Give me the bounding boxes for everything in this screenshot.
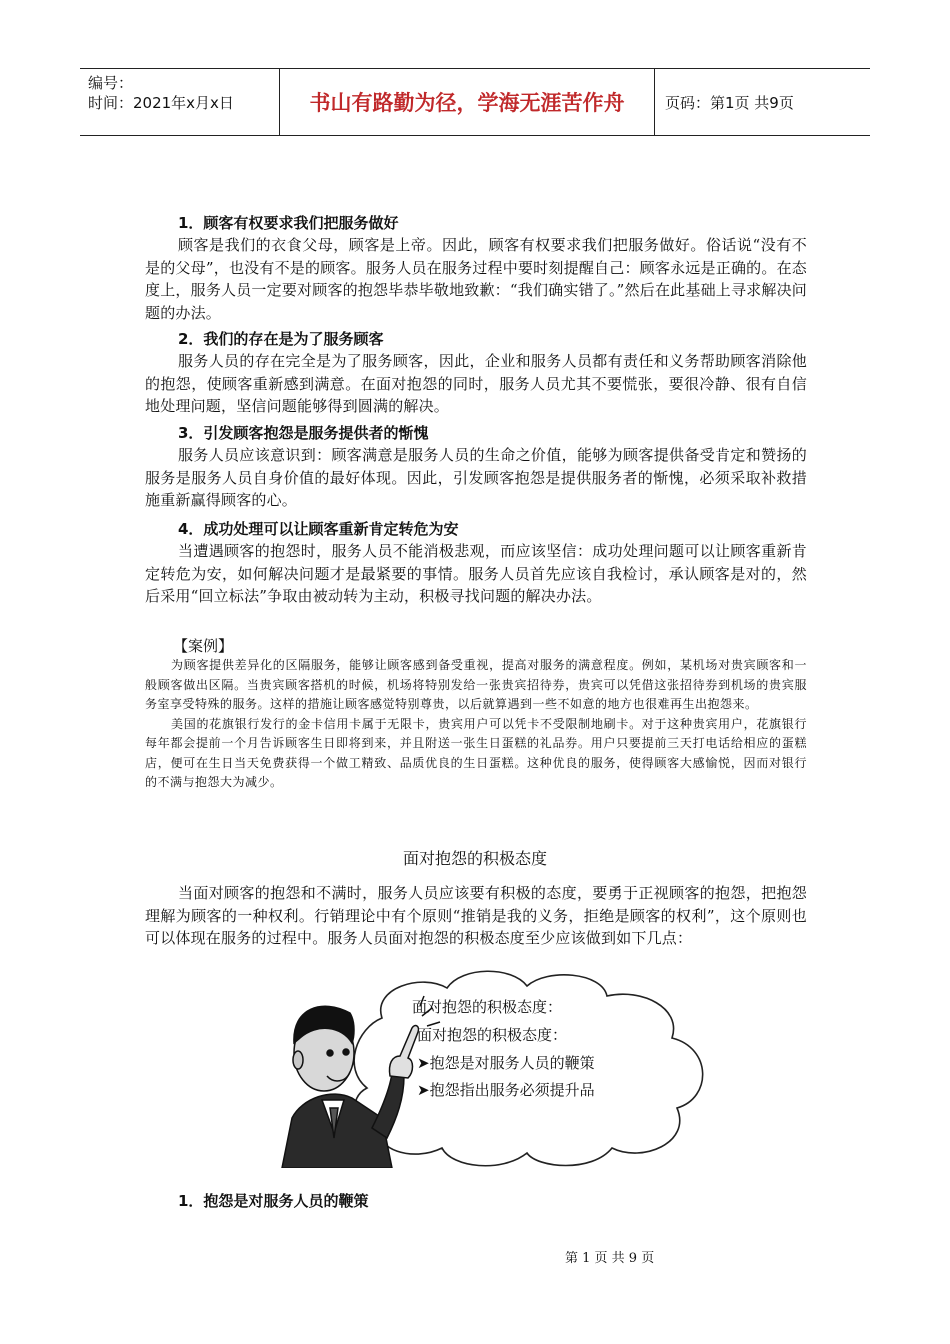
document-header <box>80 68 870 136</box>
time-label: 时间：2021年x月x日 <box>88 94 234 112</box>
section-heading: 1．顾客有权要求我们把服务做好 <box>178 214 399 232</box>
attitude-intro-block <box>145 882 807 950</box>
section-heading: 3．引发顾客抱怨是服务提供者的惭愧 <box>178 424 429 442</box>
section-heading: 2．我们的存在是为了服务顾客 <box>178 330 384 348</box>
section-body: 当遭遇顾客的抱怨时，服务人员不能消极悲观，而应该坚信：成功处理问题可以让顾客重新肯定转危为安，如何解决问题才是最紧要的事情。服务人员首先应该自我检讨，承认顾客是对的，然后采用“回立标法”争取由被动转为主动，积极寻找问题的解决办法。 <box>145 542 807 605</box>
header-meta <box>80 69 280 135</box>
cloud-subtitle: 面对抱怨的积极态度： <box>417 1026 568 1044</box>
cloud-item: ➤抱怨是对服务人员的鞭策 <box>417 1054 595 1072</box>
case-block <box>145 636 807 793</box>
case-paragraph: 为顾客提供差异化的区隔服务，能够让顾客感到备受重视，提高对服务的满意程度。例如，某机场对贵宾顾客和一般顾客做出区隔。当贵宾顾客搭机的时候，机场将特别发给一张贵宾招待券，贵宾可以凭借这张招待券到机场的贵宾服务室享受特殊的服务。这样的措施让顾客感觉特别尊贵，以后就算遇到一些不如意的地方也很难再生出抱怨来。 <box>145 658 807 711</box>
cloud-item: ➤抱怨指出服务必须提升品 <box>417 1081 595 1099</box>
number-label: 编号： <box>88 74 134 92</box>
header-motto: 书山有路勤为径，学海无涯苦作舟 <box>280 69 655 135</box>
section-3 <box>145 422 807 512</box>
cloud-illustration <box>272 968 720 1168</box>
section-body: 服务人员的存在完全是为了服务顾客，因此，企业和服务人员都有责任和义务帮助顾客消除他的抱怨，使顾客重新感到满意。在面对抱怨的同时，服务人员尤其不要慌张，要很冷静、很有自信地处理问题，坚信问题能够得到圆满的解决。 <box>145 352 807 415</box>
cartoon-figure <box>272 968 720 1168</box>
attitude-title: 面对抱怨的积极态度 <box>402 849 547 868</box>
section-body: 服务人员应该意识到：顾客满意是服务人员的生命之价值，能够为顾客提供备受肯定和赞扬的服务是服务人员自身价值的最好体现。因此，引发顾客抱怨是提供服务者的惭愧，必须采取补救措施重新赢得顾客的心。 <box>145 446 807 509</box>
section-4 <box>145 518 807 608</box>
cloud-title: 面对抱怨的积极态度： <box>412 998 563 1016</box>
last-section <box>145 1190 807 1212</box>
section-2 <box>145 328 807 418</box>
header-page-info: 页码：第1页 共9页 <box>665 93 794 112</box>
case-paragraph: 美国的花旗银行发行的金卡信用卡属于无限卡，贵宾用户可以凭卡不受限制地刷卡。对于这种贵宾用户，花旗银行每年都会提前一个月告诉顾客生日即将到来，并且附送一张生日蛋糕的礼品券。用户只要提前三天打电话给相应的蛋糕店，便可在生日当天免费获得一个做工精致、品质优良的生日蛋糕。这种优良的服务，使得顾客大感愉悦，因而对银行的不满与抱怨大为减少。 <box>145 716 807 789</box>
section-body: 顾客是我们的衣食父母，顾客是上帝。因此，顾客有权要求我们把服务做好。俗话说“没有不是的父母”，也没有不是的顾客。服务人员在服务过程中要时刻提醒自己：顾客永远是正确的。在态度上，服务人员一定要对顾客的抱怨毕恭毕敬地致歉：“我们确实错了。”然后在此基础上寻求解决问题的办法。 <box>145 236 807 322</box>
attitude-intro: 当面对顾客的抱怨和不满时，服务人员应该要有积极的态度，要勇于正视顾客的抱怨，把抱怨理解为顾客的一种权利。行销理论中有个原则“推销是我的义务，拒绝是顾客的权利”，这个原则也可以体现在服务的过程中。服务人员面对抱怨的积极态度至少应该做到如下几点： <box>145 884 807 947</box>
case-title: 【案例】 <box>173 637 234 655</box>
section-1 <box>145 212 807 324</box>
section-heading: 1．抱怨是对服务人员的鞭策 <box>178 1192 369 1210</box>
page-number: 第 1 页 共 9 页 <box>565 1251 655 1266</box>
section-heading: 4．成功处理可以让顾客重新肯定转危为安 <box>178 520 459 538</box>
